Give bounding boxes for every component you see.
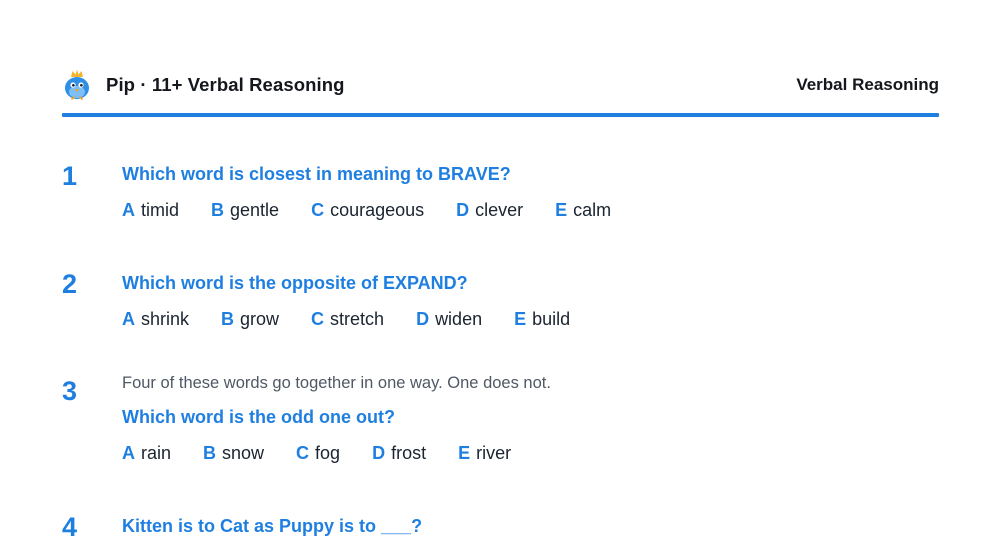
option-letter: B: [211, 200, 225, 220]
option-d[interactable]: [416, 308, 482, 330]
header-divider: [62, 113, 939, 117]
question-text: Kitten is to Cat as Puppy is to ___?: [122, 516, 423, 536]
option-letter: D: [372, 443, 386, 463]
answer-options: [122, 308, 602, 330]
option-letter: B: [221, 309, 235, 329]
question-number: 2: [62, 269, 78, 299]
option-letter: C: [311, 200, 325, 220]
option-letter: E: [458, 443, 471, 463]
option-e[interactable]: [555, 199, 611, 221]
page-header: [62, 66, 939, 104]
option-c[interactable]: [296, 442, 340, 464]
option-b[interactable]: [211, 199, 279, 221]
answer-options: [122, 442, 551, 464]
option-word: courageous: [330, 200, 425, 220]
option-word: stretch: [330, 309, 385, 329]
option-word: widen: [435, 309, 483, 329]
option-word: gentle: [230, 200, 280, 220]
option-c[interactable]: [311, 199, 424, 221]
option-e[interactable]: [458, 442, 511, 464]
option-word: build: [532, 309, 571, 329]
option-letter: B: [203, 443, 217, 463]
question-body: [122, 373, 551, 464]
option-a[interactable]: [122, 199, 179, 221]
option-d[interactable]: [456, 199, 523, 221]
option-word: calm: [573, 200, 612, 220]
brand: [62, 68, 345, 102]
option-word: frost: [391, 443, 427, 463]
answer-options: [122, 199, 643, 221]
question-text: Which word is the odd one out?: [122, 407, 395, 427]
question-intro: Four of these words go together in one way. One does not.: [122, 374, 551, 392]
option-a[interactable]: [122, 442, 171, 464]
option-letter: C: [296, 443, 310, 463]
option-word: clever: [475, 200, 524, 220]
option-word: river: [476, 443, 512, 463]
question-body: [122, 515, 422, 537]
option-d[interactable]: [372, 442, 426, 464]
option-letter: C: [311, 309, 325, 329]
option-letter: E: [514, 309, 527, 329]
option-letter: A: [122, 443, 135, 463]
option-e[interactable]: [514, 308, 570, 330]
option-word: timid: [141, 200, 180, 220]
option-letter: D: [456, 200, 470, 220]
option-b[interactable]: [221, 308, 279, 330]
option-letter: E: [555, 200, 568, 220]
option-b[interactable]: [203, 442, 264, 464]
question-body: [122, 163, 643, 221]
pip-bird-logo-icon: [62, 68, 92, 102]
question-body: [122, 272, 602, 330]
question-text: Which word is the opposite of EXPAND?: [122, 273, 468, 293]
option-word: shrink: [141, 309, 190, 329]
option-letter: A: [122, 200, 135, 220]
option-word: grow: [240, 309, 280, 329]
subject-label: Verbal Reasoning: [796, 75, 939, 94]
option-word: fog: [315, 443, 341, 463]
option-c[interactable]: [311, 308, 384, 330]
question-text: Which word is closest in meaning to BRAVE?: [122, 164, 511, 184]
option-letter: D: [416, 309, 430, 329]
question-number: 4: [62, 512, 78, 542]
option-word: snow: [222, 443, 265, 463]
app-title: Pip · 11+ Verbal Reasoning: [106, 74, 345, 95]
option-word: rain: [141, 443, 172, 463]
option-letter: A: [122, 309, 135, 329]
question-number: 3: [62, 376, 78, 406]
option-a[interactable]: [122, 308, 189, 330]
question-number: 1: [62, 161, 78, 191]
